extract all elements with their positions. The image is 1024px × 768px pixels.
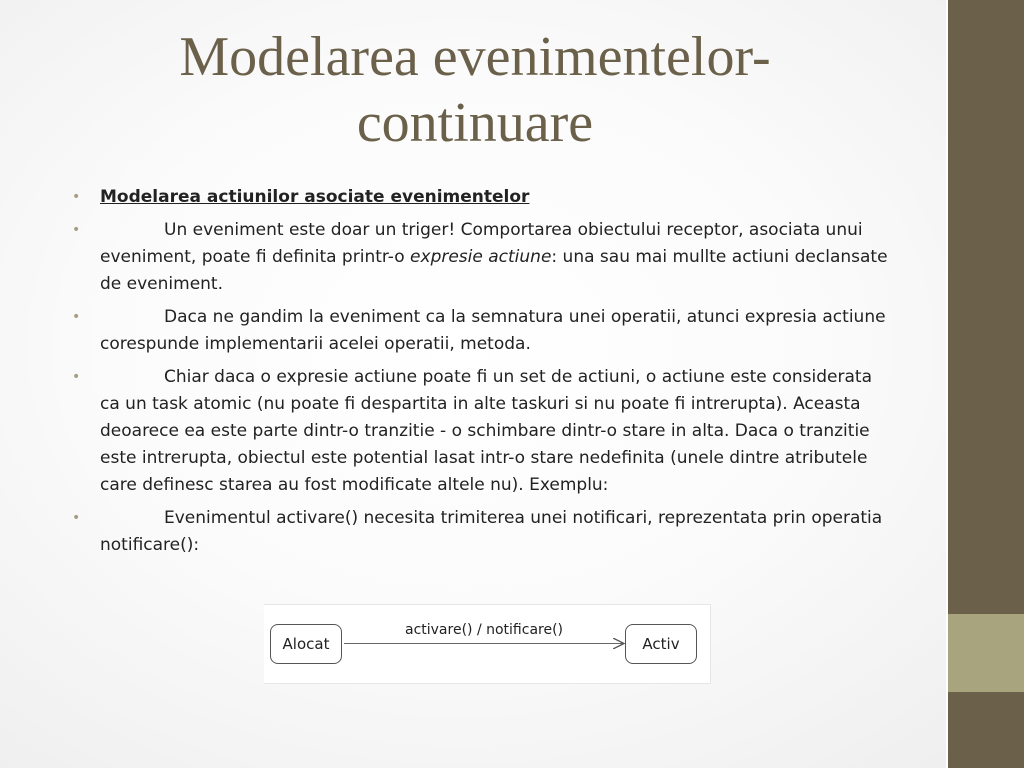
- slide-title-line-2: continuare: [356, 92, 594, 154]
- bullet-item-3: [72, 364, 892, 499]
- state-alocat: Alocat: [270, 624, 342, 664]
- paragraph-1-text: Un eveniment este doar un triger! Comportarea obiectului receptor, asociata unui eveniment, poate fi definita printr-o: [100, 220, 863, 267]
- bullet-item-2: [72, 304, 892, 358]
- transition-label: activare() / notificare(): [404, 622, 564, 638]
- paragraph-3-text: Chiar daca o expresie actiune poate fi un set de actiuni, o actiune este considerata ca un task atomic (nu poate fi despartita in alte taskuri si nu poate fi intrerupta). Aceasta deoarece ea este parte dintr-o tranzitie - o schimbare dintr-o stare in alta. Daca o tranzitie este intrerupta, obiectul este potential lasat intr-o stare nedefinita (unele dintre atributele care definesc starea au fost modificate altele nu). Exemplu:: [100, 367, 872, 495]
- arrow-head-icon: [613, 638, 625, 649]
- sidebar-accent-block: [948, 614, 1024, 692]
- bullet-item-heading: [72, 184, 892, 211]
- bullet-icon: •: [72, 189, 81, 205]
- state-transition-diagram: [264, 604, 711, 684]
- paragraph-1-emphasis: expresie actiune: [410, 247, 552, 267]
- bullet-item-1: [72, 217, 892, 298]
- transition-arrow-line: [344, 643, 624, 644]
- paragraph-1-text-end: : una sau mai mullte actiuni declansate de eveniment.: [100, 247, 888, 294]
- paragraph-2-text: Daca ne gandim la eveniment ca la semnatura unei operatii, atunci expresia actiune corespunde implementarii acelei operatii, metoda.: [100, 307, 886, 354]
- bullet-item-4: [72, 505, 892, 559]
- bullet-icon: •: [72, 510, 81, 526]
- slide-body: [72, 184, 892, 565]
- section-heading: Modelarea actiunilor asociate evenimentelor: [100, 187, 530, 207]
- paragraph-4-text: Evenimentul activare() necesita trimiterea unei notificari, reprezentata prin operatia notificare():: [100, 508, 883, 555]
- bullet-icon: •: [72, 309, 81, 325]
- slide-title: [40, 24, 910, 156]
- bullet-icon: •: [72, 369, 81, 385]
- slide-title-line-1: Modelarea evenimentelor-: [179, 26, 771, 88]
- state-activ: Activ: [625, 624, 697, 664]
- bullet-icon: •: [72, 222, 81, 238]
